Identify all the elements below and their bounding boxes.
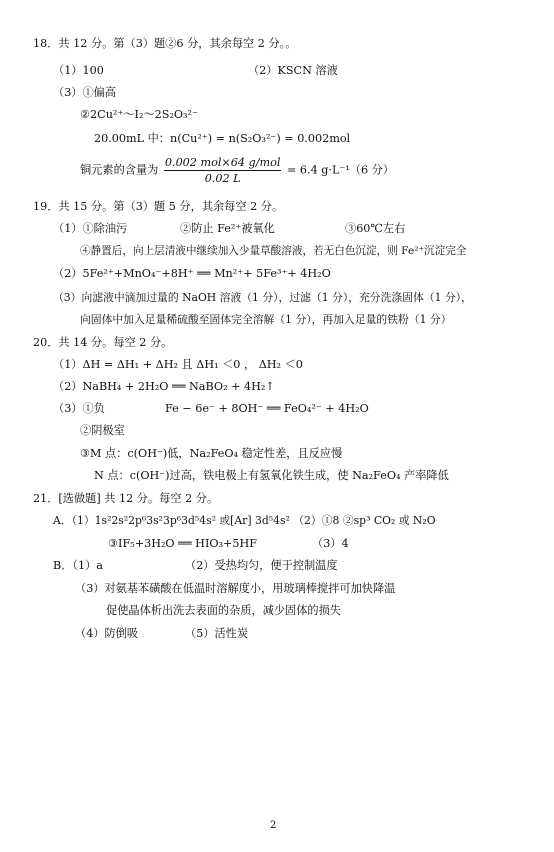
q19-answer-3-2: 向固体中加入足量稀硫酸至固体完全溶解（1 分），再加入足量的铁粉（1 分）	[80, 313, 452, 326]
q18-header: 18．共 12 分。第（3）题②6 分，其余每空 2 分。。	[33, 37, 297, 50]
q19-answer-1-1: （1）①除油污	[53, 222, 128, 235]
q21-A-line-2: ③IF₅+3H₂O ══ HIO₃+5HF	[108, 537, 258, 550]
q18-fraction-numerator: 0.002 mol×64 g/mol	[164, 156, 281, 169]
q20-answer-3-4: N 点：c(OH⁻)过高，铁电极上有氢氧化铁生成，使 Na₂FeO₄ 产率降低	[94, 469, 449, 482]
q21-B-answer-1: B．（1）a	[53, 559, 103, 572]
q19-header: 19．共 15 分。第（3）题 5 分，其余每空 2 分。	[33, 200, 284, 213]
q20-header: 20．共 14 分。每空 2 分。	[33, 336, 173, 349]
q21-B-answer-3-1: （3）对氨基苯磺酸在低温时溶解度小，用玻璃棒搅拌可加快降温	[75, 582, 396, 595]
q18-content-label: 铜元素的含量为	[80, 163, 159, 177]
q18-answer-1: （1）100	[53, 64, 104, 77]
q21-B-answer-3-2: 促使晶体析出洗去表面的杂质，减少固体的损失	[106, 604, 341, 617]
q18-answer-3-3: 20.00mL 中：n(Cu²⁺) = n(S₂O₃²⁻) = 0.002mol	[94, 132, 351, 145]
q20-answer-3-3: ③M 点：c(OH⁻)低，Na₂FeO₄ 稳定性差，且反应慢	[80, 447, 343, 460]
q21-A-line-1: A．（1）1s²2s²2p⁶3s²3p⁶3d⁵4s² 或[Ar] 3d⁵4s² （2）①8 ②sp³ CO₂ 或 N₂O	[53, 514, 436, 527]
q18-content-result: = 6.4 g·L⁻¹（6 分）	[286, 163, 395, 177]
q18-fraction	[164, 156, 282, 185]
q20-answer-2: （2）NaBH₄ + 2H₂O ══ NaBO₂ + 4H₂↑	[53, 380, 275, 393]
q18-fraction-denominator: 0.02 L	[204, 172, 241, 185]
q19-answer-1-3: ③60℃左右	[345, 222, 406, 235]
q21-B-answer-5: （5）活性炭	[185, 627, 249, 640]
q19-answer-1-2: ②防止 Fe²⁺被氧化	[180, 222, 275, 235]
q18-answer-3-2: ②2Cu²⁺～I₂～2S₂O₃²⁻	[80, 108, 198, 121]
q19-answer-3-1: （3）向滤液中滴加过量的 NaOH 溶液（1 分），过滤（1 分），充分洗涤固体（1 分），	[53, 291, 472, 304]
q20-answer-3-2: ②阴极室	[80, 424, 125, 437]
q21-B-answer-4: （4）防倒吸	[75, 627, 139, 640]
q18-answer-3-1: （3）①偏高	[53, 86, 117, 99]
q19-answer-1-4: ④静置后，向上层清液中继续加入少量草酸溶液，若无白色沉淀，则 Fe²⁺沉淀完全	[80, 245, 467, 257]
q19-answer-2: （2）5Fe²⁺+MnO₄⁻+8H⁺ ══ Mn²⁺+ 5Fe³⁺+ 4H₂O	[53, 267, 331, 280]
q20-answer-3-1a: （3）①负	[53, 402, 105, 415]
page-number: 2	[270, 820, 277, 831]
q21-header: 21．[选做题] 共 12 分。每空 2 分。	[33, 492, 219, 505]
q20-answer-1: （1）ΔH = ΔH₁ + ΔH₂ 且 ΔH₁ ＜0 ， ΔH₂ ＜0	[53, 358, 303, 371]
q20-answer-3-1b: Fe − 6e⁻ + 8OH⁻ ══ FeO₄²⁻ + 4H₂O	[165, 402, 369, 415]
q21-B-answer-2: （2）受热均匀，便于控制温度	[185, 559, 338, 572]
q21-A-line-3: （3）4	[312, 537, 349, 550]
q18-copper-content	[80, 156, 394, 185]
q18-answer-2: （2）KSCN 溶液	[248, 64, 338, 77]
